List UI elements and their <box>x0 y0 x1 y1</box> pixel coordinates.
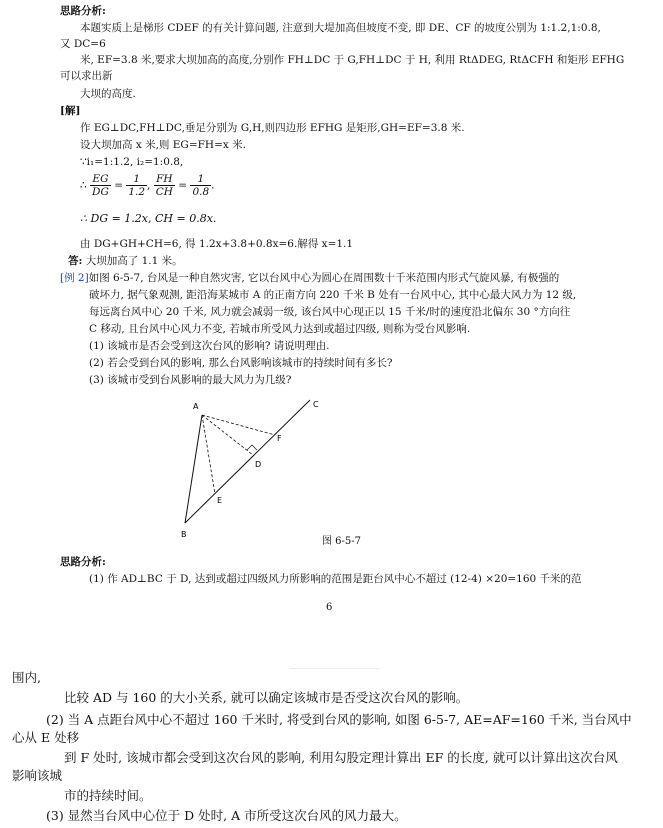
figure-caption: 图 6-5-7 <box>322 536 362 547</box>
solution-label: [解] <box>60 105 81 117</box>
label-a: A <box>193 402 199 411</box>
page-number: 6 <box>326 602 333 613</box>
question-2: (2) 若会受到台风的影响, 那么台风影响该城市的持续时间有多长? <box>89 357 393 369</box>
solution-line: 由 DG+GH+CH=6, 得 1.2x+3.8+0.8x=6.解得 x=1.1 <box>80 238 354 250</box>
fraction-eg-dg <box>90 173 111 198</box>
fraction-numerator: 1 <box>190 173 211 186</box>
bottom-line: 围内, <box>12 670 41 685</box>
bottom-line: 影响该城 <box>12 768 63 783</box>
typhoon-diagram <box>175 395 355 545</box>
analysis2-line: (1) 作 AD⊥BC 于 D, 达到或超过四级风力所影响的范围是距台风中心不超过 (12-4) ×20=160 千米的范 <box>89 573 582 585</box>
analysis-paragraph: 又 DC=6 <box>60 38 106 50</box>
answer-text: 大坝加高了 1.1 米。 <box>85 255 183 267</box>
line-ad <box>202 415 253 455</box>
question-1: (1) 该城市是否会受到这次台风的影响? 请说明理由. <box>89 340 330 352</box>
comma: , <box>147 179 151 192</box>
example-text: 如图 6-5-7, 台风是一种自然灾害, 它以台风中心为圆心在周围数十千米范围内形式气旋风暴, 有极强的 <box>88 272 560 284</box>
example-line: C 移动, 且台风中心风力不变, 若城市所受风力达到或超过四级, 则称为受台风影响. <box>89 323 471 335</box>
bottom-line: 市的持续时间。 <box>64 788 152 803</box>
solution-line: 作 EG⊥DC,FH⊥DC,垂足分别为 G,H,则四边形 EFHG 是矩形,GH=EF=3.8 米. <box>80 122 465 134</box>
label-b: B <box>181 530 187 539</box>
fraction-fh-ch <box>154 173 175 198</box>
fraction-numerator: 1 <box>126 173 147 186</box>
fraction-1-1-2 <box>126 173 147 198</box>
analysis-paragraph: 大坝的高度. <box>80 88 136 100</box>
period: . <box>211 179 215 192</box>
analysis-paragraph: 本题实质上是梯形 CDEF 的有关计算问题, 注意到大堤加高但坡度不变, 即 DE、CF 的坡度公别为 1:1.2,1:0.8, <box>80 22 601 34</box>
solution-line: 设大坝加高 x 米,则 EG=FH=x 米. <box>80 139 246 151</box>
therefore-symbol: ∴ <box>80 179 87 192</box>
bottom-line: 比较 AD 与 160 的大小关系, 就可以确定该城市是否受这次台风的影响。 <box>64 690 469 705</box>
example-line <box>60 272 559 285</box>
analysis-paragraph: 可以求出新 <box>60 70 113 82</box>
solution-equation: ∴ DG = 1.2x, CH = 0.8x. <box>80 212 217 225</box>
label-e: E <box>217 496 223 505</box>
bottom-line: 心从 E 处移 <box>12 730 80 745</box>
label-c: C <box>313 400 319 409</box>
question-3: (3) 该城市受到台风影响的最大风力为几级? <box>89 374 292 386</box>
answer-label: 答: <box>68 255 83 267</box>
fraction-numerator: EG <box>90 173 111 186</box>
equals-sign: = <box>178 179 188 192</box>
example-line: 每远离台风中心 20 千米, 风力就会减弱一级, 该台风中心现正以 15 千米/时的速度沿北偏东 30 °方向往 <box>89 306 571 318</box>
line-ae <box>202 415 215 494</box>
fraction-denominator: DG <box>92 186 109 198</box>
example-tag: [例 2] <box>60 272 89 284</box>
fraction-numerator: FH <box>154 173 175 186</box>
fraction-denominator: CH <box>155 186 173 198</box>
equals-sign: = <box>114 179 123 192</box>
bottom-line: (3) 显然当台风中心位于 D 处时, A 市所受这次台风的风力最大。 <box>46 808 407 823</box>
fraction-denominator: 1.2 <box>128 186 146 198</box>
analysis-heading: 思路分析: <box>60 5 106 17</box>
answer-line <box>68 255 183 268</box>
ratio-equation <box>80 173 214 203</box>
line-ab <box>185 415 202 523</box>
bottom-line: 到 F 处时, 该城市都会受到这次台风的影响, 利用勾股定理计算出 EF 的长度, 就可以计算出这次台风 <box>64 750 618 765</box>
right-angle-mark <box>247 445 257 450</box>
example-line: 破坏力, 据气象观测, 距沿海某城市 A 的正南方向 220 千米 B 处有一台风中心, 其中心最大风力为 12 级, <box>89 289 577 301</box>
bottom-line: (2) 当 A 点距台风中心不超过 160 千米时, 将受到台风的影响, 如图 6-5-7, AE=AF=160 千米, 当台风中 <box>46 712 632 727</box>
analysis2-heading: 思路分析: <box>60 556 106 568</box>
page-divider <box>290 668 380 669</box>
solution-line: ∵i₁=1:1.2, i₂=1:0.8, <box>80 156 184 168</box>
label-f: F <box>277 434 282 443</box>
analysis-paragraph: 米, EF=3.8 米,要求大坝加高的高度,分别作 FH⊥DC 于 G,FH⊥DC 于 H, 利用 RtΔDEG, RtΔCFH 和矩形 EFHG <box>80 54 625 66</box>
fraction-1-0-8 <box>190 173 211 198</box>
label-d: D <box>255 460 262 469</box>
line-bc <box>185 400 310 523</box>
line-af <box>202 415 275 435</box>
fraction-denominator: 0.8 <box>192 186 210 198</box>
